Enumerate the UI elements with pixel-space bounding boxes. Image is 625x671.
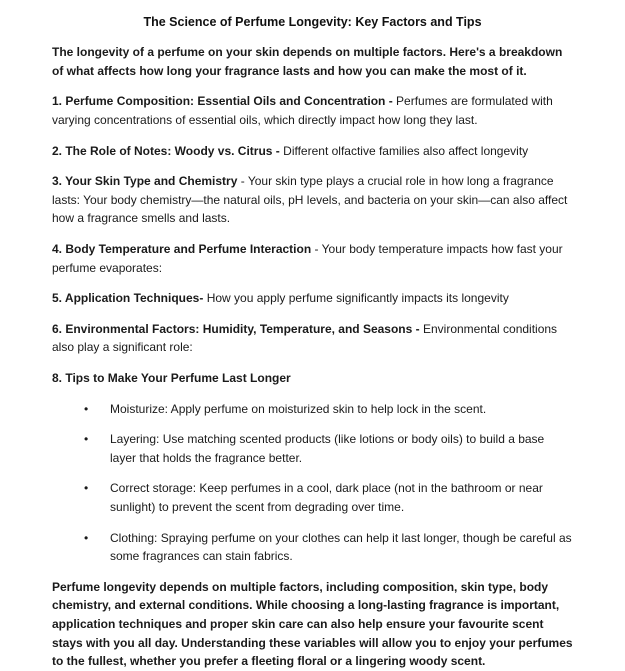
list-item bbox=[84, 479, 573, 516]
list-item bbox=[84, 400, 573, 419]
section-body-3: - Your skin type plays a crucial role in how long a fragrance lasts: Your body chemistry—the natural oils, pH levels, and bacteria on your skin—can also affect how a fragrance smells and lasts. bbox=[52, 174, 568, 226]
section-heading-5: 5. Application Techniques- bbox=[52, 291, 204, 306]
bullet-icon: • bbox=[84, 530, 89, 545]
tips-heading: 8. Tips to Make Your Perfume Last Longer bbox=[52, 370, 291, 385]
list-item-text: Layering: Use matching scented products (like lotions or body oils) to build a base layer that holds the fragrance better. bbox=[110, 432, 545, 465]
page-title: The Science of Perfume Longevity: Key Factors and Tips bbox=[143, 15, 482, 29]
section-body-5: How you apply perfume significantly impacts its longevity bbox=[203, 291, 509, 306]
section-paragraph-5 bbox=[52, 289, 573, 308]
conclusion-paragraph: Perfume longevity depends on multiple factors, including composition, skin type, body chemistry, and external conditions. While choosing a long-lasting fragrance is important, application techniques and proper skin care can also help ensure your favourite scent stays with you all day. Understanding these variables will allow you to enjoy your perfumes to the fullest, whether you prefer a fleeting floral or a lingering woody scent. bbox=[52, 579, 573, 669]
intro-paragraph: The longevity of a perfume on your skin depends on multiple factors. Here's a breakdown of what affects how long your fragrance lasts and how you can make the most of it. bbox=[52, 45, 563, 78]
section-paragraph-2 bbox=[52, 142, 573, 161]
section-heading-4: 4. Body Temperature and Perfume Interaction bbox=[52, 242, 312, 256]
section-body-2: Different olfactive families also affect longevity bbox=[279, 143, 529, 158]
section-paragraph-3 bbox=[52, 172, 573, 228]
list-item-text: Moisturize: Apply perfume on moisturized skin to help lock in the scent. bbox=[110, 401, 487, 416]
bullet-icon: • bbox=[84, 481, 89, 496]
section-heading-6: 6. Environmental Factors: Humidity, Temperature, and Seasons - bbox=[52, 321, 420, 336]
section-body-1: Perfumes are formulated with varying concentrations of essential oils, which directly impact how long they last. bbox=[52, 94, 553, 128]
section-paragraph-1 bbox=[52, 92, 573, 129]
section-body-6: Environmental conditions also play a significant role: bbox=[52, 321, 558, 355]
list-item bbox=[84, 529, 573, 566]
bullet-icon: • bbox=[84, 401, 89, 416]
section-heading-1: 1. Perfume Composition: Essential Oils and Concentration - bbox=[52, 94, 393, 109]
section-heading-2: 2. The Role of Notes: Woody vs. Citrus - bbox=[52, 143, 280, 158]
bullet-icon: • bbox=[84, 432, 89, 447]
list-item bbox=[84, 430, 573, 467]
section-body-4: - Your body temperature impacts how fast your perfume evaporates: bbox=[52, 242, 563, 275]
section-paragraph-4 bbox=[52, 240, 573, 277]
section-heading-3: 3. Your Skin Type and Chemistry bbox=[52, 174, 238, 189]
list-item-text: Clothing: Spraying perfume on your clothes can help it last longer, though be careful as some fragrances can stain fabrics. bbox=[110, 530, 572, 564]
section-paragraph-6 bbox=[52, 320, 573, 357]
tips-list bbox=[52, 400, 573, 566]
list-item-text: Correct storage: Keep perfumes in a cool, dark place (not in the bathroom or near sunlight) to prevent the scent from degrading over time. bbox=[110, 481, 543, 514]
